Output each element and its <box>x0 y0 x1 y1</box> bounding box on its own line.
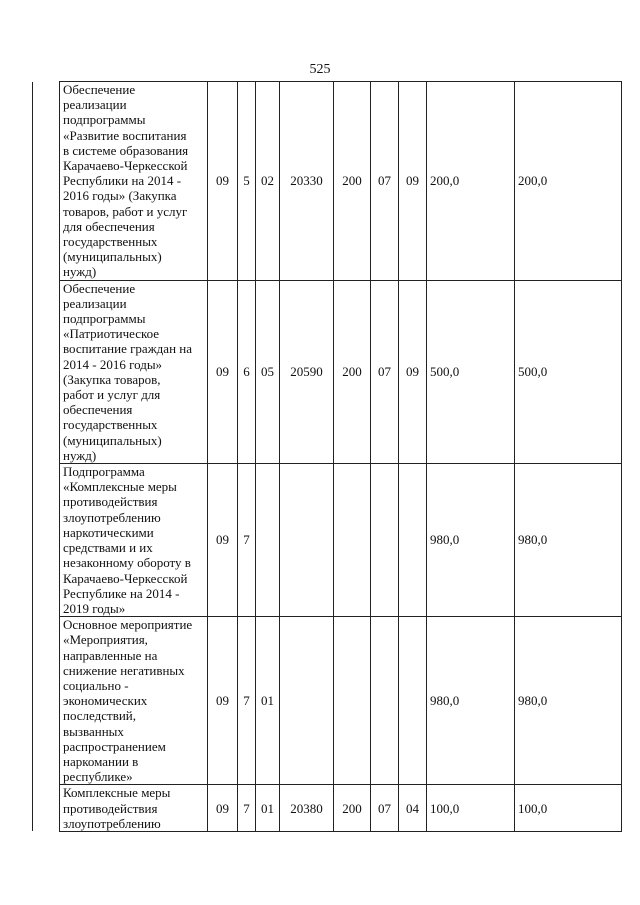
description-line: реализации <box>63 97 127 113</box>
expense-type-cell <box>334 617 371 785</box>
description-line: воспитание граждан на <box>63 341 193 357</box>
description-line: незаконному обороту в <box>63 555 191 571</box>
description-line: реализации <box>63 295 127 311</box>
description-line: Комплексные меры <box>63 785 171 801</box>
subsection-code-cell: 04 <box>399 785 427 832</box>
description-line: Карачаево-Черкесской <box>63 570 188 586</box>
amount-cell: 200,0 <box>427 82 515 281</box>
amount-cell-2: 100,0 <box>515 785 622 832</box>
program-code-cell: 5 <box>238 82 256 281</box>
ministry-code-cell: 09 <box>208 280 238 463</box>
subprogram-code-cell: 05 <box>256 280 280 463</box>
amount-cell-2: 500,0 <box>515 280 622 463</box>
subsection-code-cell <box>399 464 427 617</box>
description-line: социально - <box>63 677 129 693</box>
description-line: Республике на 2014 - <box>63 585 180 601</box>
row-spacer-cell <box>33 785 60 832</box>
section-code-cell: 07 <box>371 82 399 281</box>
description-line: злоупотреблению <box>63 509 161 525</box>
description-line: «Комплексные меры <box>63 479 177 495</box>
description-line: республике» <box>63 769 133 785</box>
target-code-cell: 20330 <box>280 82 334 281</box>
table-row <box>33 464 622 617</box>
row-spacer-cell <box>33 617 60 785</box>
description-line: товаров, работ и услуг <box>63 203 188 219</box>
description-line: нужд) <box>63 447 97 463</box>
description-line: в системе образования <box>63 142 189 158</box>
target-code-cell <box>280 464 334 617</box>
description-line: «Мероприятия, <box>63 632 148 648</box>
ministry-code-cell: 09 <box>208 617 238 785</box>
table-row <box>33 82 622 281</box>
expense-type-cell: 200 <box>334 280 371 463</box>
description-line: распространением <box>63 738 166 754</box>
description-line: государственных <box>63 417 158 433</box>
amount-cell-2: 200,0 <box>515 82 622 281</box>
description-line: снижение негативных <box>63 662 185 678</box>
description-line: 2019 годы» <box>63 600 126 616</box>
table-row <box>33 785 622 832</box>
amount-cell: 980,0 <box>427 617 515 785</box>
description-cell <box>60 82 208 281</box>
description-line: Республики на 2014 - <box>63 173 182 189</box>
description-line: наркотическими <box>63 524 154 540</box>
page-number: 525 <box>309 62 331 77</box>
description-line: 2014 - 2016 годы» <box>63 356 163 372</box>
program-code-cell: 6 <box>238 280 256 463</box>
description-line: работ и услуг для <box>63 387 161 403</box>
expense-type-cell: 200 <box>334 82 371 281</box>
ministry-code-cell: 09 <box>208 464 238 617</box>
description-line: подпрограммы <box>63 311 146 327</box>
budget-table <box>32 81 622 832</box>
table-row <box>33 617 622 785</box>
description-line: экономических <box>63 693 148 709</box>
description-line: (Закупка товаров, <box>63 371 161 387</box>
amount-cell-2: 980,0 <box>515 464 622 617</box>
description-line: «Патриотическое <box>63 326 160 342</box>
description-line: Обеспечение <box>63 280 136 296</box>
description-line: противодействия <box>63 800 158 816</box>
description-line: последствий, <box>63 708 137 724</box>
subsection-code-cell <box>399 617 427 785</box>
description-line: «Развитие воспитания <box>63 127 187 143</box>
target-code-cell: 20380 <box>280 785 334 832</box>
section-code-cell <box>371 464 399 617</box>
description-cell <box>60 280 208 463</box>
description-line: нужд) <box>63 264 97 280</box>
description-line: Обеспечение <box>63 82 136 97</box>
description-cell <box>60 464 208 617</box>
amount-cell-2: 980,0 <box>515 617 622 785</box>
expense-type-cell: 200 <box>334 785 371 832</box>
description-line: вызванных <box>63 723 124 739</box>
amount-cell: 500,0 <box>427 280 515 463</box>
target-code-cell <box>280 617 334 785</box>
subprogram-code-cell <box>256 464 280 617</box>
ministry-code-cell: 09 <box>208 82 238 281</box>
subprogram-code-cell: 02 <box>256 82 280 281</box>
amount-cell: 100,0 <box>427 785 515 832</box>
program-code-cell: 7 <box>238 785 256 832</box>
target-code-cell: 20590 <box>280 280 334 463</box>
section-code-cell: 07 <box>371 280 399 463</box>
row-spacer-cell <box>33 82 60 281</box>
program-code-cell: 7 <box>238 617 256 785</box>
description-line: Основное мероприятие <box>63 617 193 633</box>
description-line: наркомании в <box>63 753 139 769</box>
table-row <box>33 280 622 463</box>
description-line: (муниципальных) <box>63 249 162 265</box>
expense-type-cell <box>334 464 371 617</box>
description-line: 2016 годы» (Закупка <box>63 188 177 204</box>
subsection-code-cell: 09 <box>399 82 427 281</box>
section-code-cell: 07 <box>371 785 399 832</box>
row-spacer-cell <box>33 280 60 463</box>
description-line: средствами и их <box>63 540 153 556</box>
description-line: Карачаево-Черкесской <box>63 158 188 174</box>
description-line: подпрограммы <box>63 112 146 128</box>
row-spacer-cell <box>33 464 60 617</box>
ministry-code-cell: 09 <box>208 785 238 832</box>
description-line: противодействия <box>63 494 158 510</box>
section-code-cell <box>371 617 399 785</box>
subsection-code-cell: 09 <box>399 280 427 463</box>
subprogram-code-cell: 01 <box>256 617 280 785</box>
description-line: для обеспечения <box>63 218 155 234</box>
program-code-cell: 7 <box>238 464 256 617</box>
description-cell <box>60 617 208 785</box>
description-line: злоупотреблению <box>63 815 161 831</box>
description-line: (муниципальных) <box>63 432 162 448</box>
description-line: обеспечения <box>63 402 133 418</box>
amount-cell: 980,0 <box>427 464 515 617</box>
subprogram-code-cell: 01 <box>256 785 280 832</box>
description-cell <box>60 785 208 832</box>
description-line: направленные на <box>63 647 158 663</box>
description-line: Подпрограмма <box>63 464 145 480</box>
description-line: государственных <box>63 234 158 250</box>
